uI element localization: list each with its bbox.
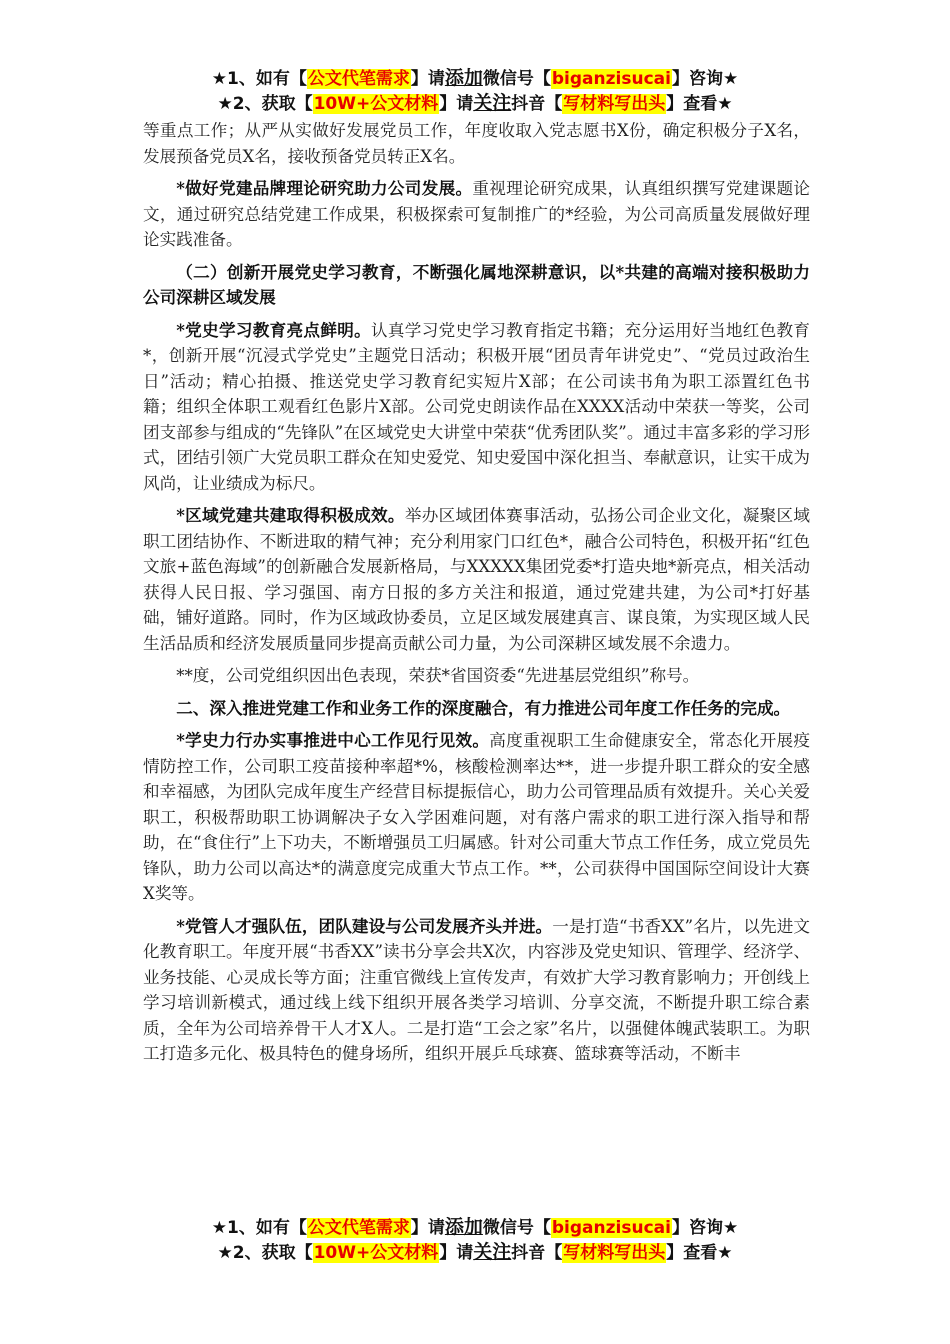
wechat-id: biganzisucai — [551, 1218, 671, 1238]
highlight-text: 10W+公文材料 — [313, 94, 439, 114]
douyin-id: 写材料写出头 — [563, 94, 666, 114]
paragraph: *学史力行办实事推进中心工作见行见效。高度重视职工生命健康安全，常态化开展疫情防控工作，公司职工疫苗接种率超*%，核酸检测率达**，进一步提升职工群众的安全感和幸福感，为团队完成年度生产经营目标提振信心，助力公司管理品质有效提升。关心关爱职工，积极帮助职工协调解决子女入学困难问题，对有落户需求的职工进行深入指导和帮助，在“食住行”上下功夫，不断增强员工归属感。针对公司重大节点工作任务，成立党员先锋队，助力公司以高达*的满意度完成重大节点工作。**，公司获得中国国际空间设计大赛X奖等。 — [143, 730, 810, 903]
highlight-text: 公文代笔需求 — [307, 69, 410, 89]
paragraph-lead: *党史学习教育亮点鲜明。 — [176, 319, 372, 340]
footer-banner — [0, 1215, 950, 1265]
section-heading: 二、深入推进党建工作和业务工作的深度融合，有力推进公司年度工作任务的完成。 — [176, 697, 791, 718]
douyin-id: 写材料写出头 — [563, 1243, 666, 1263]
header-banner — [0, 66, 950, 116]
highlight-text: 10W+公文材料 — [313, 1243, 439, 1263]
paragraph: *党管人才强队伍，团队建设与公司发展齐头并进。一是打造“书香XX”名片，以先进文化教育职工。年度开展“书香XX”读书分享会共X次，内容涉及党史知识、管理学、经济学、业务技能、心灵成长等方面；注重官微线上宣传发声，有效扩大学习教育影响力；开创线上学习培训新模式，通过线上线下组织开展各类学习培训、分享交流，不断提升职工综合素质，全年为公司培养骨干人才X人。二是打造“工会之家”名片，以强健体魄武装职工。为职工打造多元化、极具特色的健身场所，组织开展乒乓球赛、篮球赛等活动，不断丰 — [143, 915, 810, 1063]
paragraph-lead: *做好党建品牌理论研究助力公司发展。 — [176, 178, 473, 198]
paragraph: *做好党建品牌理论研究助力公司发展。重视理论研究成果，认真组织撰写党建课题论文，通过研究总结党建工作成果，积极探索可复制推广的*经验，为公司高质量发展做好理论实践准备。 — [143, 178, 810, 249]
paragraph-lead: *区域党建共建取得积极成效。 — [176, 505, 405, 525]
banner-line-2: ★2、获取【10W+公文材料】请关注抖音【写材料写出头】查看★ — [217, 1241, 733, 1263]
banner-line-2: ★2、获取【10W+公文材料】请关注抖音【写材料写出头】查看★ — [217, 92, 733, 114]
paragraph: 等重点工作；从严从实做好发展党员工作，年度收取入党志愿书X份，确定积极分子X名，发展预备党员X名，接收预备党员转正X名。 — [143, 121, 810, 166]
paragraph: *区域党建共建取得积极成效。举办区域团体赛事活动，弘扬公司企业文化，凝聚区域职工团结协作、不断进取的精气神；充分利用家门口红色*，融合公司特色，积极开拓“红色文旅+蓝色海域”的创新融合发展新格局，与XXXXX集团党委*打造央地*新亮点，相关活动获得人民日报、学习强国、南方日报的多方关注和报道，通过党建共建，为公司*打好基础，铺好道路。同时，作为区域政协委员，立足区域发展建真言、谋良策，为实现区域人民生活品质和经济发展质量同步提高贡献公司力量，为公司深耕区域发展不余遗力。 — [143, 505, 810, 653]
paragraph-lead: *学史力行办实事推进中心工作见行见效。 — [176, 730, 490, 750]
paragraph: **度，公司党组织因出色表现，荣获*省国资委“先进基层党组织”称号。 — [176, 666, 700, 685]
document-body — [143, 118, 810, 1074]
section-heading: （二）创新开展党史学习教育，不断强化属地深耕意识，以*共建的高端对接积极助力公司深耕区域发展 — [143, 261, 810, 307]
banner-line-1: ★1、如有【公文代笔需求】请添加微信号【biganzisucai】咨询★ — [211, 1216, 739, 1238]
paragraph-lead: *党管人才强队伍，团队建设与公司发展齐头并进。 — [176, 915, 553, 936]
highlight-text: 公文代笔需求 — [307, 1218, 410, 1238]
paragraph: *党史学习教育亮点鲜明。认真学习党史学习教育指定书籍；充分运用好当地红色教育*，创新开展“沉浸式学党史”主题党日活动；积极开展“团员青年讲党史”、“党员过政治生日”活动；精心拍摄、推送党史学习教育纪实短片X部；在公司读书角为职工添置红色书籍；组织全体职工观看红色影片X部。公司党史朗读作品在XXXX活动中荣获一等奖，公司团支部参与组成的“先锋队”在区域党史大讲堂中荣获“优秀团队奖”。通过丰富多彩的学习形式，团结引领广大党员职工群众在知史爱党、知史爱国中深化担当、奉献意识，让实干成为风尚，让业绩成为标尺。 — [143, 319, 810, 493]
wechat-id: biganzisucai — [551, 69, 671, 89]
banner-line-1: ★1、如有【公文代笔需求】请添加微信号【biganzisucai】咨询★ — [211, 67, 739, 89]
